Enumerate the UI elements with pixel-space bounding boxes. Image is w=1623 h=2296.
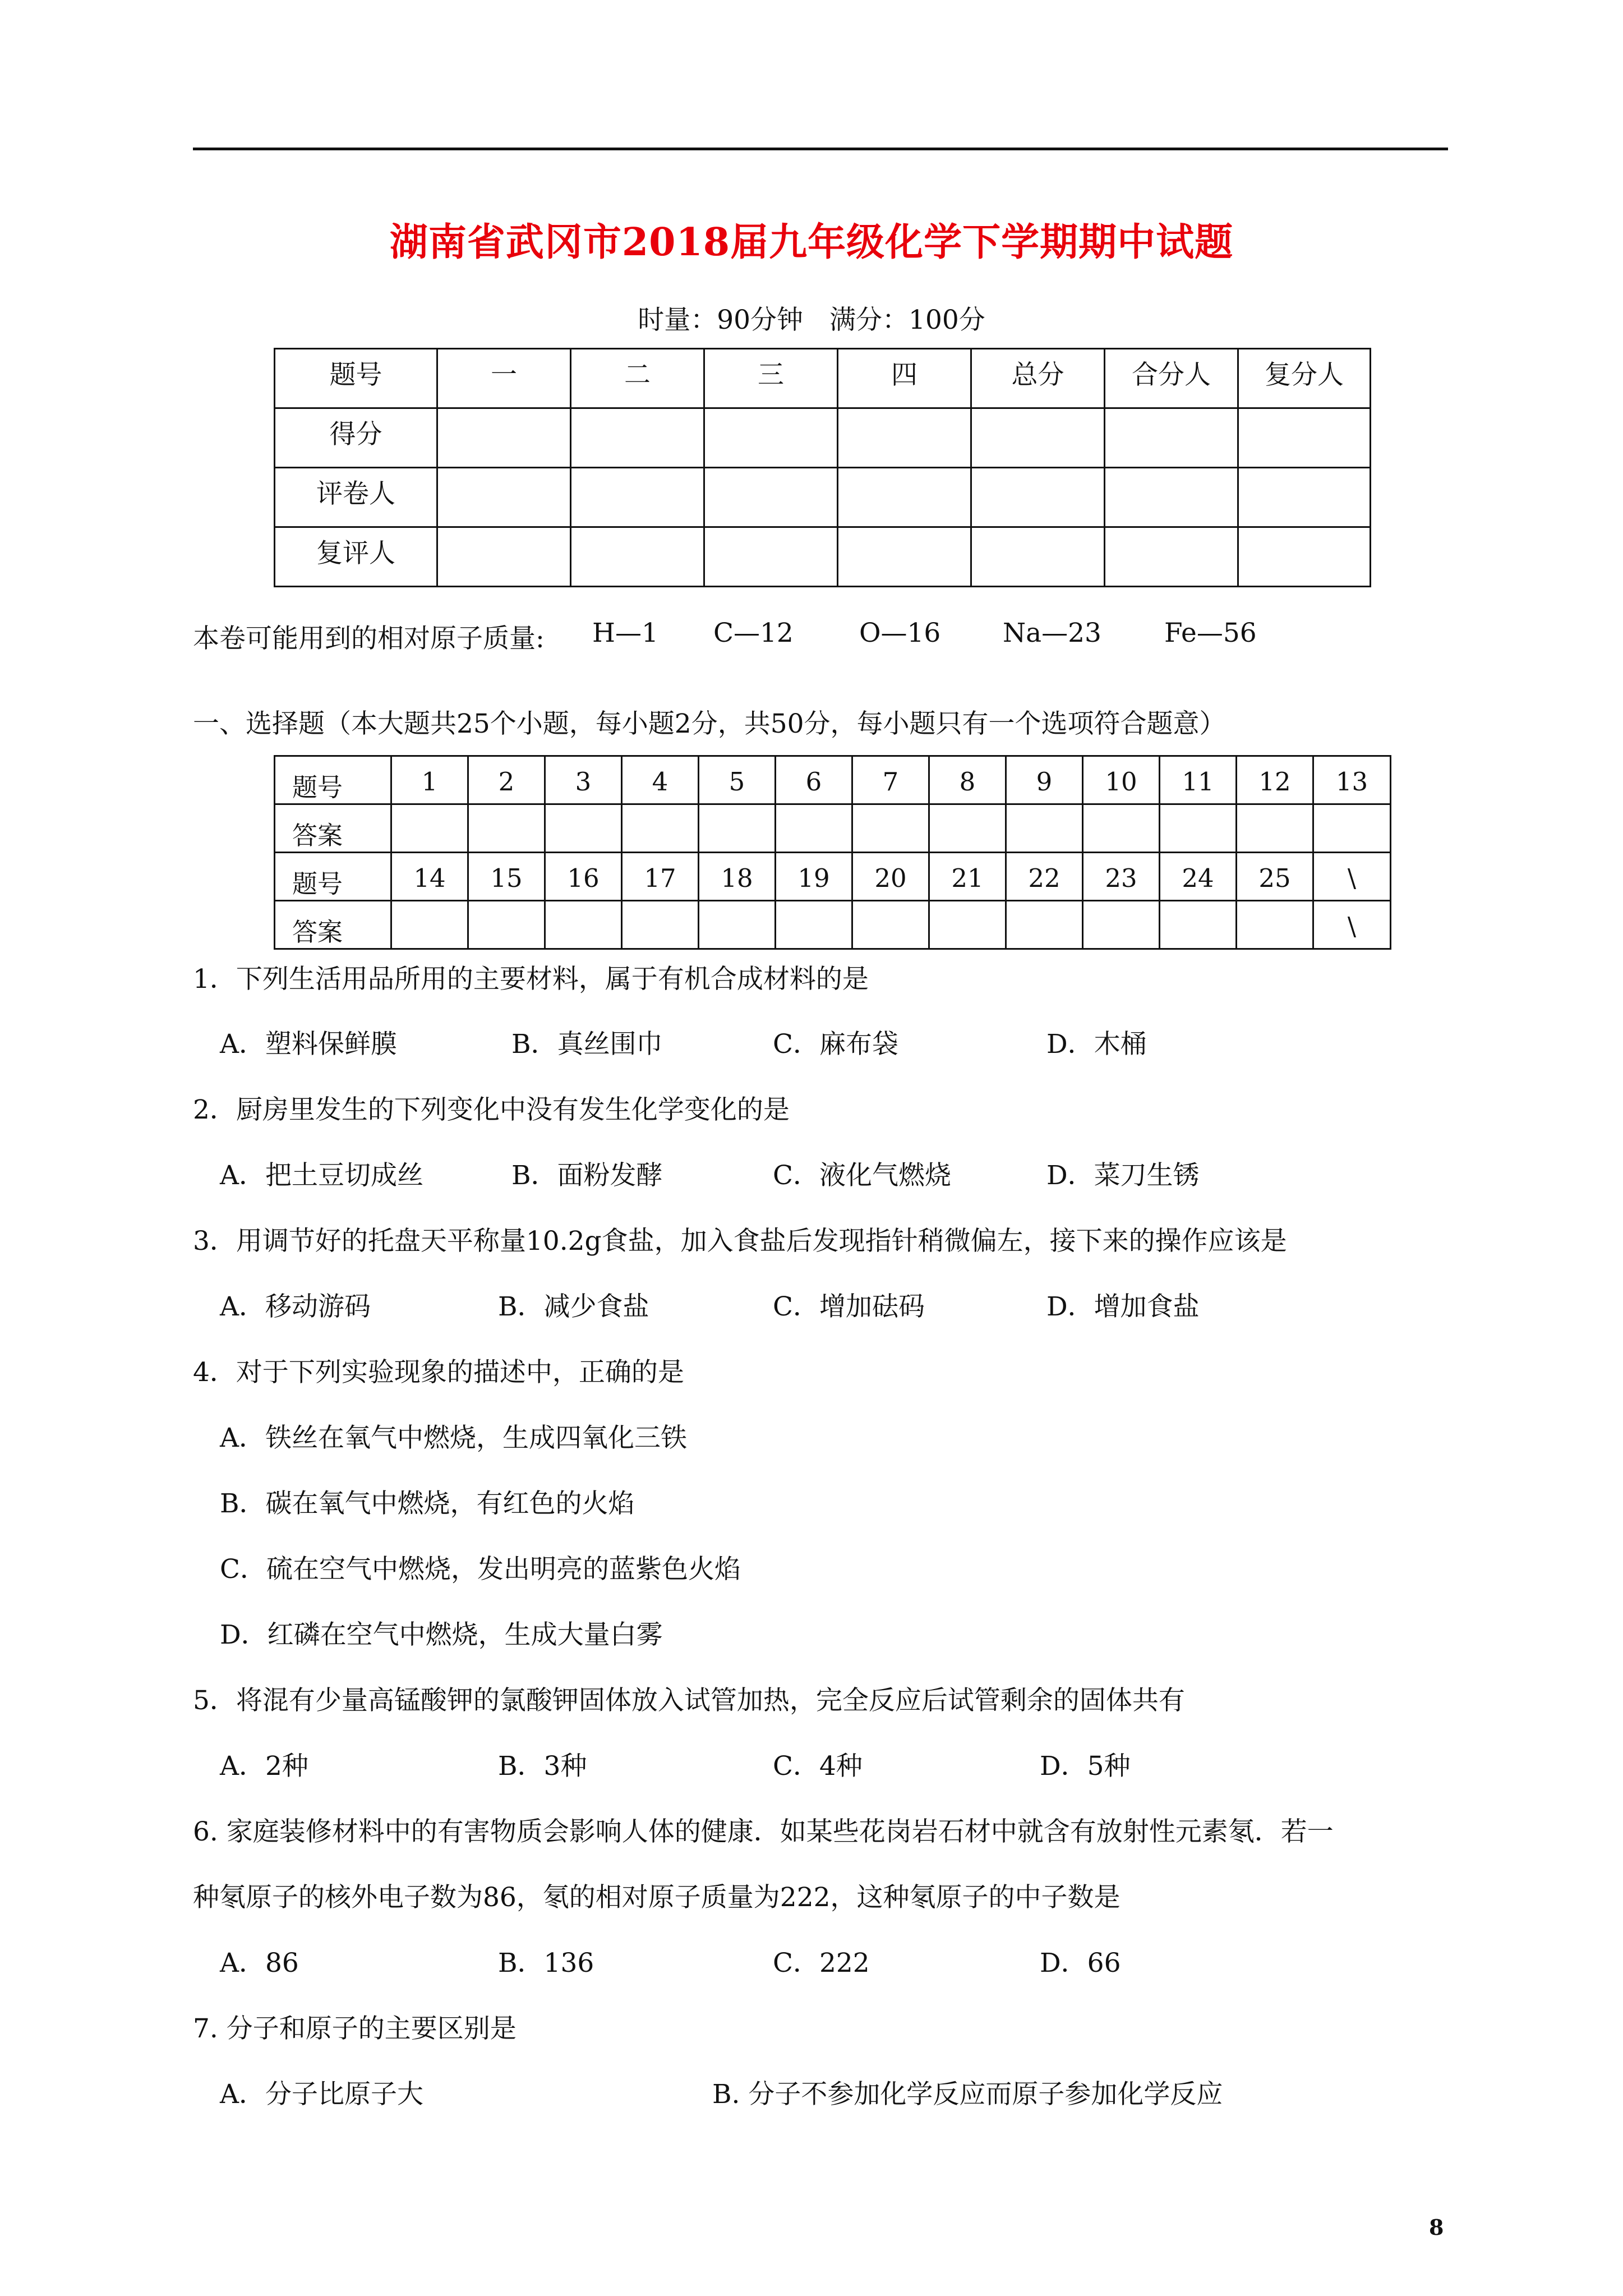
answer-cell[interactable] [852, 804, 929, 853]
question-stem: 7. 分子和原子的主要区别是 [193, 2013, 517, 2044]
question-number: 19 [776, 853, 852, 901]
answer-table [274, 755, 1391, 950]
score-cell[interactable] [971, 527, 1105, 587]
question-number: 20 [852, 853, 929, 901]
answer-cell[interactable] [1006, 804, 1083, 853]
question-stem: 4．对于下列实验现象的描述中，正确的是 [193, 1357, 684, 1388]
answer-cell[interactable] [545, 804, 622, 853]
score-cell[interactable] [838, 468, 971, 527]
row-label: 复评人 [275, 527, 437, 587]
score-cell[interactable] [704, 408, 838, 468]
question-stem: 6. 家庭装修材料中的有害物质会影响人体的健康．如某些花岗岩石材中就含有放射性元素氡．若一 [193, 1816, 1334, 1847]
question-number: 6 [776, 756, 852, 804]
score-cell[interactable] [1105, 408, 1238, 468]
question-number: \ [1313, 853, 1391, 901]
answer-cell[interactable] [391, 901, 468, 949]
question-stem-continued: 种氡原子的核外电子数为86，氡的相对原子质量为222，这种氡原子的中子数是 [193, 1882, 1121, 1913]
question-number: 15 [468, 853, 545, 901]
option[interactable]: C．硫在空气中燃烧，发出明亮的蓝紫色火焰 [220, 1554, 741, 1585]
question-number: 2 [468, 756, 545, 804]
score-cell[interactable] [1105, 468, 1238, 527]
question-number: 12 [1237, 756, 1313, 804]
atomic-mass-h: H—1 [592, 618, 658, 648]
option[interactable]: B．面粉发酵 [511, 1160, 663, 1191]
score-cell[interactable] [1238, 408, 1371, 468]
score-cell[interactable] [571, 408, 704, 468]
question-number: 10 [1083, 756, 1160, 804]
option[interactable]: B. 分子不参加化学反应而原子参加化学反应 [712, 2079, 1223, 2110]
header-cell: 总分 [971, 349, 1105, 408]
row-label: 评卷人 [275, 468, 437, 527]
option[interactable]: B．136 [498, 1948, 594, 1978]
answer-cell-disabled: \ [1313, 901, 1391, 949]
answer-cell[interactable] [776, 804, 852, 853]
option[interactable]: B．3种 [498, 1751, 587, 1782]
question-number: 21 [929, 853, 1006, 901]
question-stem: 5．将混有少量高锰酸钾的氯酸钾固体放入试管加热，完全反应后试管剩余的固体共有 [193, 1685, 1185, 1716]
answer-cell[interactable] [622, 901, 699, 949]
header-cell: 一 [437, 349, 571, 408]
answer-row [275, 804, 1391, 853]
atomic-mass-na: Na—23 [1003, 618, 1101, 648]
score-cell[interactable] [971, 408, 1105, 468]
answer-cell[interactable] [1160, 804, 1237, 853]
answer-cell[interactable] [545, 901, 622, 949]
answer-number-row [275, 853, 1391, 901]
score-cell[interactable] [838, 527, 971, 587]
option[interactable]: C．麻布袋 [773, 1029, 898, 1060]
score-cell[interactable] [838, 408, 971, 468]
header-cell: 合分人 [1105, 349, 1238, 408]
option[interactable]: B．真丝围巾 [511, 1029, 663, 1060]
question-number: 16 [545, 853, 622, 901]
header-cell: 题号 [275, 349, 437, 408]
option[interactable]: C．4种 [773, 1751, 863, 1782]
score-cell[interactable] [971, 468, 1105, 527]
question-stem: 2．厨房里发生的下列变化中没有发生化学变化的是 [193, 1094, 790, 1125]
section-heading: 一、选择题（本大题共25个小题，每小题2分，共50分，每小题只有一个选项符合题意） [193, 708, 1226, 739]
score-cell[interactable] [1238, 527, 1371, 587]
answer-row [275, 901, 1391, 949]
option[interactable]: A．86 [220, 1948, 299, 1978]
answer-number-row [275, 756, 1391, 804]
answer-cell[interactable] [391, 804, 468, 853]
question-number: 14 [391, 853, 468, 901]
option[interactable]: D．菜刀生锈 [1046, 1160, 1200, 1191]
page-title: 湖南省武冈市2018届九年级化学下学期期中试题 [389, 220, 1234, 265]
question-number: 24 [1160, 853, 1237, 901]
question-stem: 3．用调节好的托盘天平称量10.2g食盐，加入食盐后发现指针稍微偏左，接下来的操作应该是 [193, 1226, 1287, 1257]
option[interactable]: C．液化气燃烧 [773, 1160, 951, 1191]
score-cell[interactable] [437, 468, 571, 527]
answer-cell[interactable] [1237, 804, 1313, 853]
header-cell: 四 [838, 349, 971, 408]
score-cell[interactable] [437, 527, 571, 587]
score-table-header [275, 349, 1371, 408]
top-rule [193, 148, 1448, 150]
answer-cell[interactable] [1083, 804, 1160, 853]
answer-cell[interactable] [1237, 901, 1313, 949]
question-number: 22 [1006, 853, 1083, 901]
header-cell: 二 [571, 349, 704, 408]
option[interactable]: A．把土豆切成丝 [220, 1160, 423, 1191]
answer-cell[interactable] [699, 804, 776, 853]
answer-cell[interactable] [622, 804, 699, 853]
row-label: 题号 [275, 756, 391, 804]
answer-cell[interactable] [468, 901, 545, 949]
option[interactable]: C．222 [773, 1948, 870, 1978]
answer-cell[interactable] [468, 804, 545, 853]
question-stem: 1．下列生活用品所用的主要材料，属于有机合成材料的是 [193, 964, 869, 995]
score-cell[interactable] [571, 527, 704, 587]
score-table-row [275, 408, 1371, 468]
option[interactable]: D．红磷在空气中燃烧，生成大量白雾 [220, 1619, 663, 1650]
option[interactable]: B．碳在氧气中燃烧，有红色的火焰 [220, 1488, 635, 1519]
option[interactable]: A．塑料保鲜膜 [220, 1029, 397, 1060]
atomic-mass-o: O—16 [859, 618, 941, 648]
question-number: 9 [1006, 756, 1083, 804]
option[interactable]: D．5种 [1040, 1751, 1131, 1782]
score-cell[interactable] [571, 468, 704, 527]
option[interactable]: D．增加食盐 [1046, 1291, 1200, 1322]
question-number: 25 [1237, 853, 1313, 901]
option[interactable]: D．66 [1040, 1948, 1121, 1978]
score-table-row [275, 468, 1371, 527]
atomic-mass-fe: Fe—56 [1164, 618, 1257, 648]
page-number: 8 [1429, 2215, 1444, 2240]
answer-cell[interactable] [929, 804, 1006, 853]
option[interactable]: A．移动游码 [220, 1291, 371, 1322]
question-number: 17 [622, 853, 699, 901]
score-table [274, 348, 1371, 587]
option[interactable]: A．2种 [220, 1751, 308, 1782]
question-number: 23 [1083, 853, 1160, 901]
question-number: 18 [699, 853, 776, 901]
answer-cell[interactable] [776, 901, 852, 949]
question-number: 5 [699, 756, 776, 804]
option[interactable]: D．木桶 [1046, 1029, 1147, 1060]
option[interactable]: C．增加砝码 [773, 1291, 925, 1322]
question-number: 13 [1313, 756, 1391, 804]
score-cell[interactable] [704, 468, 838, 527]
answer-cell[interactable] [852, 901, 929, 949]
row-label: 答案 [275, 804, 391, 853]
question-number: 11 [1160, 756, 1237, 804]
question-number: 4 [622, 756, 699, 804]
header-cell: 复分人 [1238, 349, 1371, 408]
question-number: 3 [545, 756, 622, 804]
answer-cell[interactable] [1083, 901, 1160, 949]
option[interactable]: A．分子比原子大 [220, 2079, 423, 2110]
row-label: 答案 [275, 901, 391, 949]
answer-cell[interactable] [1313, 804, 1391, 853]
question-number: 7 [852, 756, 929, 804]
score-cell[interactable] [1105, 527, 1238, 587]
option[interactable]: B．减少食盐 [498, 1291, 649, 1322]
answer-cell[interactable] [929, 901, 1006, 949]
answer-cell[interactable] [1160, 901, 1237, 949]
row-label: 题号 [275, 853, 391, 901]
score-table-row [275, 527, 1371, 587]
exam-meta: 时量：90分钟 满分：100分 [638, 305, 985, 335]
atomic-mass-label: 本卷可能用到的相对原子质量: [193, 623, 545, 654]
score-cell[interactable] [1238, 468, 1371, 527]
header-cell: 三 [704, 349, 838, 408]
score-cell[interactable] [437, 408, 571, 468]
question-number: 1 [391, 756, 468, 804]
question-number: 8 [929, 756, 1006, 804]
answer-cell[interactable] [699, 901, 776, 949]
score-cell[interactable] [704, 527, 838, 587]
option[interactable]: A．铁丝在氧气中燃烧，生成四氧化三铁 [220, 1423, 687, 1453]
row-label: 得分 [275, 408, 437, 468]
atomic-mass-c: C—12 [713, 618, 794, 648]
answer-cell[interactable] [1006, 901, 1083, 949]
